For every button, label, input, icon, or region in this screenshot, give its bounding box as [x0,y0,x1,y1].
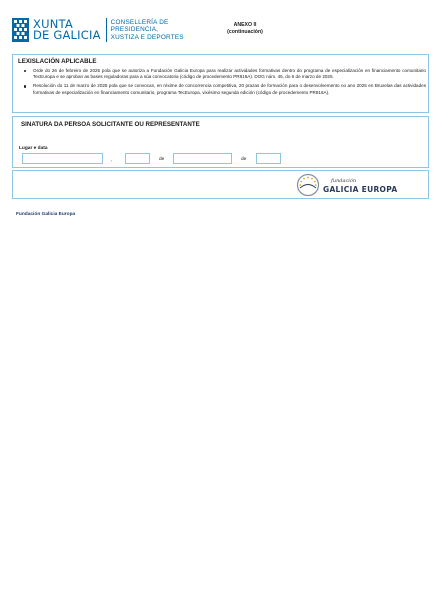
xunta-crest-icon [12,18,29,42]
conselleria-line-2: PRESIDENCIA, [110,26,159,34]
annex-heading [200,22,290,36]
fge-logo-section [12,170,429,199]
legislation-item-text: Orde do 26 de febreiro de 2025 pola que se autoriza a Fundación Galicia Europa para realizar actividades formativas dentro do programa de especialización en financiamento comunitario TecEuropa e se aproban as bases reguladoras para a súa convocatoria (código de procedemento PR816A). DOG núm. 45, do 6 de marzo de 2025. [33,68,426,80]
day-field[interactable] [125,153,150,164]
xunta-line-2: DE GALICIA [33,28,101,42]
month-field[interactable] [173,153,232,164]
conselleria-line-1: CONSELLERÍA DE [110,18,169,26]
annex-subtitle: (continuación) [227,29,263,35]
de-separator-2: de [241,157,247,162]
logo-divider [106,18,107,42]
fge-logo-big-text: GALICIA EUROPA [323,185,398,194]
comma-separator: , [111,158,113,163]
xunta-wordmark [33,16,101,42]
eu-stars-globe-icon [296,173,320,197]
place-date-label: Lugar e data [19,146,48,151]
legislation-section [12,54,429,113]
annex-title: ANEXO II [233,22,257,28]
place-field[interactable] [22,153,103,164]
fge-logo-small-text: fundación [331,178,357,184]
xunta-logo [12,18,184,42]
legislation-item [24,83,426,95]
footer-organization: Fundación Galicia Europa [16,212,76,217]
xunta-line-1: XUNTA [33,16,73,31]
legislation-list [24,68,426,99]
de-separator-1: de [159,157,165,162]
signature-section [12,116,429,168]
legislation-item [24,68,426,80]
year-field[interactable] [256,153,281,164]
legislation-item-text: Resolución do 11 de marzo de 2025 pola que se convocan, en réxime de concorrencia competitiva, 20 prazas de formación para o desenvolvemento no ano 2025 en Bruxelas das actividades formativas de especialización en financiamento comunitario, programa TecEuropa, vixésimo segunda edición (código de procedemento PR816A). [33,83,426,95]
conselleria-line-3: XUSTIZA E DEPORTES [110,33,184,41]
bullet-icon [24,70,26,72]
bullet-icon [24,85,26,87]
legislation-title: LEXISLACIÓN APLICABLE [18,58,97,65]
conselleria-name [111,19,184,41]
fundacion-galicia-europa-logo [296,173,400,198]
signature-title: SINATURA DA PERSOA SOLICITANTE OU REPRESENTANTE [21,121,200,128]
